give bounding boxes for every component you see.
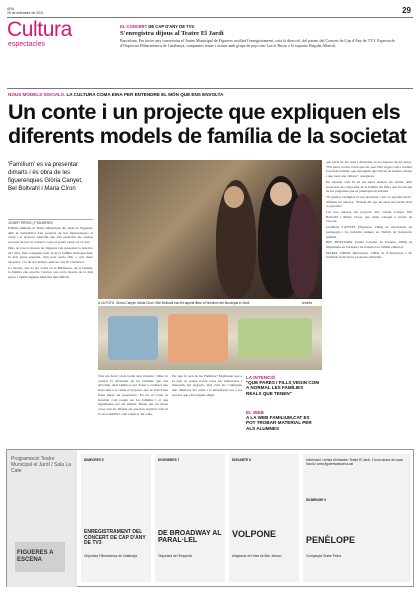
pull-text: A LA WEB FAMILIUM.CAT ES POT TROBAR MATERIAL PER ALS ALUMNES <box>246 415 312 431</box>
ad-info: Informació i venda d'entrades: Teatre El Jardí, 1 hora abans de cada funció i www.figueresaescena.cat <box>306 458 403 466</box>
section-title: Cultura <box>7 18 72 41</box>
photo-person <box>270 182 292 206</box>
illustration-panel <box>168 314 228 362</box>
ad-show-title: DE BROADWAY AL PARAL·LEL <box>158 530 222 544</box>
article-headline: Un conte i un projecte que expliquen els diferents models de família de la societat <box>8 100 407 148</box>
paragraph: BEL BOLTVAHL (Santa Coloma de Farners, 1966) és diplomada en Turisme i ha treballat en l'àmbit editorial. <box>326 240 412 249</box>
teaser-kicker-rest: DE CAP D'ANY DE TV3 <box>148 24 194 29</box>
pull-quote-2 <box>246 410 320 431</box>
ad-show-day: DISSABTE 8 <box>232 458 251 462</box>
ad-show-title: VOLPONE <box>232 529 277 539</box>
ad-show-sub: Orquestra Filharmònica de Catalunya <box>84 554 137 558</box>
ad-show-day: DIUMENGE 9 <box>306 498 326 502</box>
ad-show-sub: Companyia Teatre Fedra <box>306 554 342 558</box>
teaser-kicker-mark: EL CONCERT <box>120 24 148 29</box>
article-column-1 <box>8 226 93 440</box>
main-photo <box>98 160 322 299</box>
illustration-panel <box>238 318 312 358</box>
section-subtitle: espectacles <box>8 41 45 48</box>
kicker-rest: LA CULTURA COMA EINA PER ENTENDRE EL MÓN QUE ENS ENVOLTA <box>66 92 224 97</box>
illustration-panel <box>108 316 158 360</box>
ad-show-panel <box>81 454 151 582</box>
teaser-kicker <box>120 24 410 29</box>
article-lead: 'Famílium' es va presentar dimarts i és obra de les figuerenques Glòria Canyet, Bel Boltvahl i Maria Círon <box>8 162 83 192</box>
paragraph: La mostra, que es pot veure en la Biblioteca, de la família, la família ens envolta i inclou una certa mostra de la dels pares, i també algunes històries més difícils. <box>8 265 93 280</box>
ad-show-sub: Orquestra de l'Empordà <box>158 554 192 558</box>
ad-show-day: DIMECRES 5 <box>84 458 104 462</box>
paragraph: GLÒRIA CANYET (Figueres, 1964) és llicenciada en pedagogia i ha treballat sempre en l'àmbit de l'educació infantil. <box>326 225 412 239</box>
ad-show-panel <box>229 454 299 582</box>
paper-name: ARA <box>7 7 14 11</box>
article-column-3: Per què la web de les Famílies? Expliquen que a la web es poden trobar totes les referències i materials del projecte, així com els continguts dels dibuixos del conte i la informació per a les escoles que s'hi vulguin afegir. <box>172 374 242 397</box>
pull-quote-1 <box>246 375 320 396</box>
kicker-mark: NOUS MODELS SOCIALS. <box>8 92 66 97</box>
article-column-2: Tots els drets i dels noms dels models i llibre fa constar la diversitat de les famílies que ens envolten. Així també es pot donar a conèixer una mica més a la ciutat el projecte, que és fruit d'una feina llarga de preparació. En tot el conte es mostren com poden ser les famílies i el que signifiquen per als infants. Diuen que en molts casos són els infants els que han explicat com és la seva família i com viuen el dia a dia. <box>98 374 168 416</box>
paragraph: Les tres autores del projecte són: Glòria Canyet, Bel Boltvahl i Maria Círon, que s'han conegut a través de l'escola. <box>326 210 412 224</box>
article-kicker <box>8 92 223 97</box>
illustration-photo <box>98 306 322 370</box>
ad-logo: FIGUERES A ESCENA <box>17 550 54 563</box>
paragraph: "El primer exemplar el van presentar i ens va agradar molt", afirmen les autores. "Podem dir que ha estat un treball molt cooperatiu". <box>326 194 412 209</box>
pull-mark: LA INTENCIÓ <box>246 375 276 380</box>
ad-show-title: PENÈLOPE <box>306 535 356 545</box>
ad-show-panel <box>303 454 411 582</box>
paragraph: Dins de tota la mostra les figueres van presentar la pràctica de l'obra, més coneguda com: la de la família monoparental, la dels pares separats, d'un pare sense fills, o una mare adoptiva, o la de dos homes, amb un cert fil conductor. <box>8 245 93 264</box>
photo-person <box>288 194 318 298</box>
photo-credit: Andrés <box>302 301 313 305</box>
ad-show-title: ENREGISTRAMENT DEL CONCERT DE CAP D'ANY DE TV3 <box>84 529 146 546</box>
paragraph: MARIA CÍRON (Barcelona, 1963) és il·lustradora i ha treballat en diversos projectes editorials. <box>326 250 412 260</box>
pull-text: "QUE PARES I FILLS VEGIN COM A NORMAL LES FAMÍLIES REALS QUE TENEN" <box>246 380 320 396</box>
mid-rule <box>7 88 413 89</box>
page-number: 29 <box>402 6 411 15</box>
pull-mark: EL WEB <box>246 410 264 415</box>
masthead-date <box>7 7 44 15</box>
teaser-box <box>120 24 410 48</box>
ad-show-day: DIVENDRES 7 <box>158 458 180 462</box>
byline: JOSEP PÈRIS | FIGUERES <box>8 219 93 225</box>
paragraph: Família humana al Teatre Municipal del Jardí de Figueres, amb la complicitat d'un projecte de tres figuerenques: el conte i el projecte educatiu que s'ha presentat als centres escolars de tota la comarca i que es podrà veure tot el curs. <box>8 226 93 245</box>
issue-date: 29 de setembre de 2011 <box>7 11 44 16</box>
photo-caption: A LA FOTO, Glòria Canyet, Maria Círon i Bel Boltvahl han fet aquest llibre a Famílium del Municipal el Jardí <box>98 301 250 305</box>
teaser-body: Barcelona. Per tercer any consecutiu el Teatre Municipal de Figueres acollirà l'enregistrament, sota la direcció, del parent del Concert de Cap d'Any de TV3. Espectacle d'Orquestra Filharmònica de Catalunya, companies teatre i actuar amb grups de pop com Lax'n' Busto o la soprano Begoña Alberdi. <box>120 38 395 48</box>
ad-show-panel <box>155 454 225 582</box>
advertisement <box>6 449 414 587</box>
paragraph: En aquesta web hi ha un espai dedicat als adults, amb propostes de com parlar de la família als fills i què fer davant de les preguntes que es plantegen els infants. <box>326 179 412 194</box>
article-right-column <box>326 160 412 442</box>
teaser-headline: S'enregistra dijous al Teatre El Jardí <box>120 30 224 37</box>
ad-venue-title: Programació Teatre Municipal el Jardí / Sala La Cate <box>11 456 72 474</box>
paragraph: que parla de les veus i diversitat en el respecte de les altres. "Els pares sovint volen que els seus fills vegin com a normal la pròpia família; que entenguin que n'hi ha de moltes classes i que totes són vàlides", asseguren. <box>326 160 412 179</box>
ad-show-sub: Adaptació de l'obra de Ben Jonson <box>232 554 282 558</box>
photo-person <box>224 186 244 208</box>
